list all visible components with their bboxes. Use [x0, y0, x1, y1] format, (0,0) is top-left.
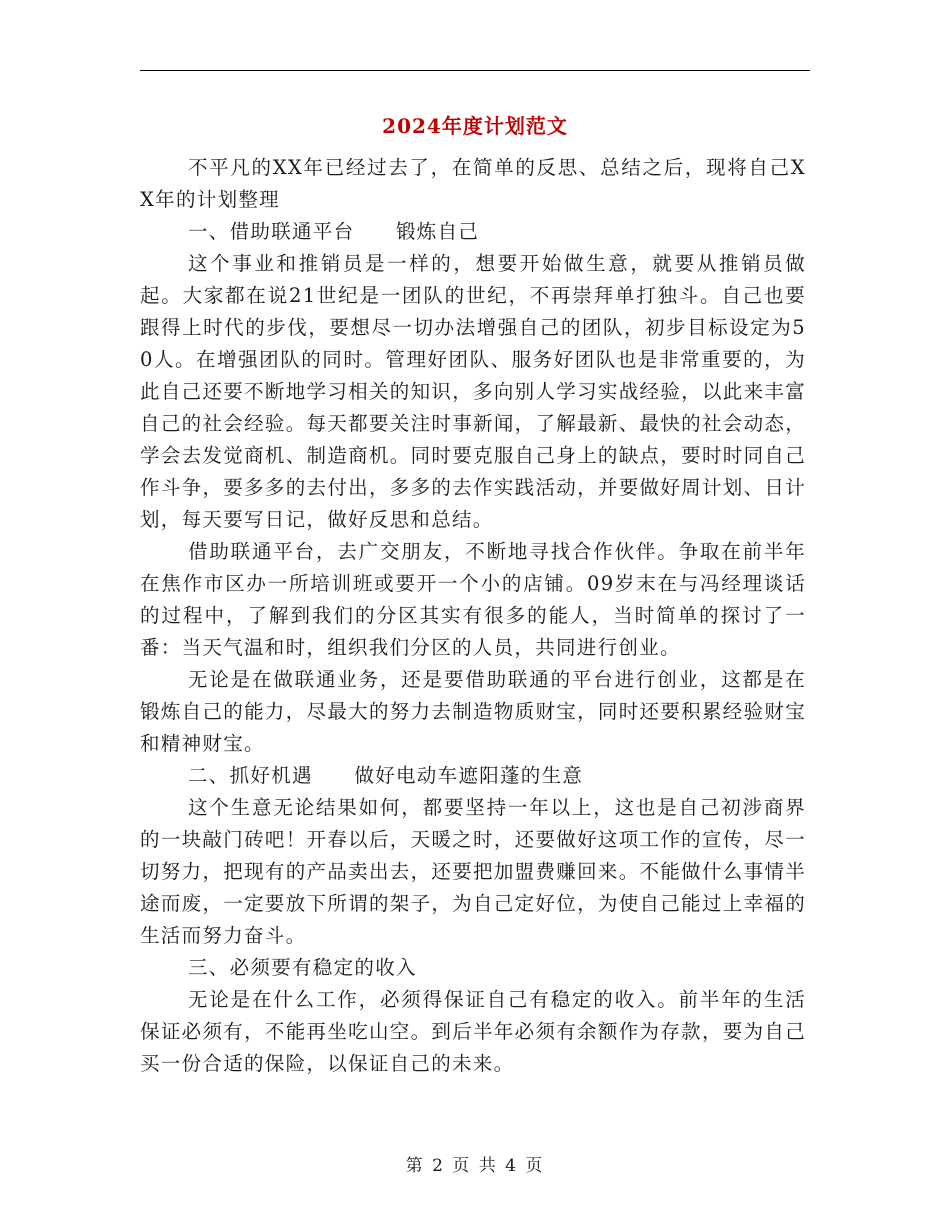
paragraph-section-3: 无论是在什么工作，必须得保证自己有稳定的收入。前半年的生活保证必须有，不能再坐吃山空。到后半年必须有余额作为存款，要为自己买一份合适的保险，以保证自己的未来。 [140, 988, 806, 1075]
paragraph-section-2: 这个生意无论结果如何，都要坚持一年以上，这也是自己初涉商界的一块敲门砖吧！开春以后，天暖之时，还要做好这项工作的宣传，尽一切努力，把现有的产品卖出去，还要把加盟费赚回来。不能做什么事情半途而废，一定要放下所谓的架子，为自己定好位，为使自己能过上幸福的生活而努力奋斗。 [140, 796, 806, 947]
section-heading-1: 一、借助联通平台 锻炼自己 [188, 220, 480, 243]
document-title: 2024年度计划范文 [382, 114, 568, 138]
section-heading-2: 二、抓好机遇 做好电动车遮阳蓬的生意 [188, 764, 584, 787]
section-heading-3: 三、必须要有稳定的收入 [188, 956, 417, 979]
paragraph-intro: 不平凡的XX年已经过去了，在简单的反思、总结之后，现将自己XX年的计划整理 [140, 156, 806, 211]
header-rule [140, 70, 810, 71]
page-number-footer: 第 2 页 共 4 页 [405, 1156, 545, 1176]
paragraph-section-1-b: 借助联通平台，去广交朋友，不断地寻找合作伙伴。争取在前半年在焦作市区办一所培训班或要开一个小的店铺。09岁末在与冯经理谈话的过程中，了解到我们的分区其实有很多的能人，当时简单的探讨了一番：当天气温和时，组织我们分区的人员，共同进行创业。 [140, 540, 806, 659]
document-body [140, 152, 806, 1080]
paragraph-section-1-c: 无论是在做联通业务，还是要借助联通的平台进行创业，这都是在锻炼自己的能力，尽最大的努力去制造物质财宝，同时还要积累经验财宝和精神财宝。 [140, 668, 806, 755]
paragraph-section-1-a: 这个事业和推销员是一样的，想要开始做生意，就要从推销员做起。大家都在说21世纪是一团队的世纪，不再崇拜单打独斗。自己也要跟得上时代的步伐，要想尽一切办法增强自己的团队，初步目标设定为50人。在增强团队的同时。管理好团队、服务好团队也是非常重要的，为此自己还要不断地学习相关的知识，多向别人学习实战经验，以此来丰富自己的社会经验。每天都要关注时事新闻，了解最新、最快的社会动态，学会去发觉商机、制造商机。同时要克服自己身上的缺点，要时时同自己作斗争，要多多的去付出，多多的去作实践活动，并要做好周计划、日计划，每天要写日记，做好反思和总结。 [140, 252, 806, 531]
